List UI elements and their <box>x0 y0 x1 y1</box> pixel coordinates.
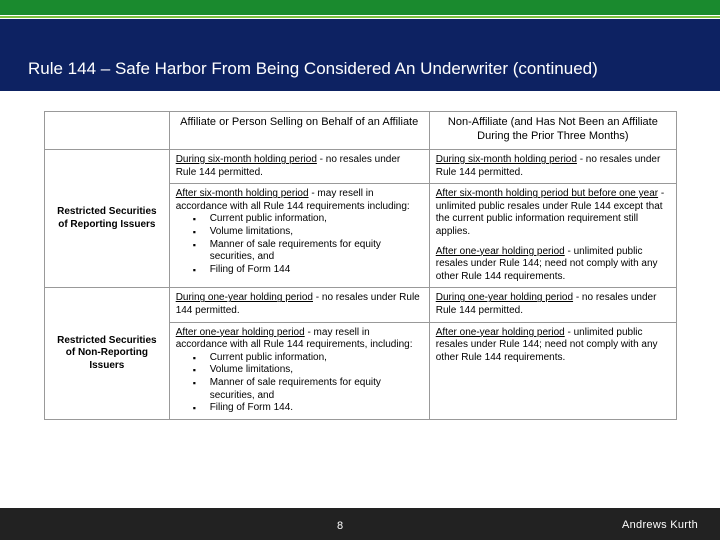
list-item: ▪ Manner of sale requirements for equity securities, and <box>176 239 423 264</box>
cell-nonreporting-affiliate-after <box>169 322 429 419</box>
cell-text: - unlimited public resales under Rule 144; need not comply with any other Rule 144 requirements. <box>435 245 658 282</box>
cell-underline: After one-year holding period <box>175 326 305 338</box>
slide-title: Rule 144 – Safe Harbor From Being Considered An Underwriter (continued) <box>28 59 598 78</box>
page-number: 8 <box>337 520 344 532</box>
cell-reporting-non-affiliate-after <box>429 184 676 288</box>
rule-144-table <box>44 111 677 420</box>
top-accent-bar <box>0 0 720 15</box>
requirements-list <box>176 352 423 415</box>
cell-text: - no resales under Rule 144 permitted. <box>175 154 401 178</box>
cell-reporting-affiliate-during <box>169 150 429 184</box>
cell-reporting-non-affiliate-during <box>429 150 676 184</box>
cell-underline: After six-month holding period but before one year <box>435 188 659 200</box>
cell-text: - unlimited public resales under Rule 144 except that the current public information requirement still applies. <box>435 188 665 237</box>
cell-text: - no resales under Rule 144 permitted. <box>435 154 661 178</box>
cell-underline: During one-year holding period <box>435 292 574 304</box>
cell-underline: During six-month holding period <box>435 154 577 165</box>
cell-nonreporting-non-affiliate-during <box>429 288 676 322</box>
header-row <box>45 112 677 150</box>
cell-underline: After six-month holding period <box>175 188 309 200</box>
cell-reporting-affiliate-after <box>169 184 429 288</box>
list-item: ▪ Filing of Form 144. <box>176 402 423 415</box>
cell-text: - may resell in accordance with all Rule 144 requirements, including: <box>175 326 413 351</box>
header-affiliate: Affiliate or Person Selling on Behalf of an Affiliate <box>169 112 429 150</box>
row-label-non-reporting: Restricted Securities of Non-Reporting Issuers <box>45 288 170 419</box>
list-item: ▪ Current public information, <box>176 352 423 365</box>
table-row <box>45 150 677 184</box>
cell-text: - no resales under Rule 144 permitted. <box>435 292 657 316</box>
brand-logo-text: Andrews Kurth <box>622 519 699 531</box>
list-item: ▪ Manner of sale requirements for equity securities, and <box>176 377 423 402</box>
paragraph <box>436 188 670 238</box>
paragraph <box>436 246 670 284</box>
cell-underline: During one-year holding period <box>175 292 313 304</box>
title-bar <box>0 19 720 91</box>
list-item: ▪ Volume limitations, <box>176 364 423 377</box>
row-label-reporting: Restricted Securities of Reporting Issuers <box>45 150 170 288</box>
cell-underline: After one-year holding period <box>435 245 565 257</box>
cell-text: - unlimited public resales under Rule 144; need not comply with any other Rule 144 requirements. <box>435 326 658 363</box>
table-row <box>45 288 677 322</box>
cell-nonreporting-affiliate-during <box>169 288 429 322</box>
header-non-affiliate: Non-Affiliate (and Has Not Been an Affiliate During the Prior Three Months) <box>429 112 676 150</box>
header-corner <box>45 112 170 150</box>
cell-nonreporting-non-affiliate-after <box>429 322 676 419</box>
list-item: ▪ Volume limitations, <box>176 226 423 239</box>
footer-bar <box>0 508 720 540</box>
cell-text: - no resales under Rule 144 permitted. <box>175 292 420 316</box>
cell-underline: During six-month holding period <box>175 154 317 165</box>
list-item: ▪ Current public information, <box>176 213 423 226</box>
list-item: ▪ Filing of Form 144 <box>176 264 423 277</box>
requirements-list <box>176 213 423 276</box>
cell-underline: After one-year holding period <box>435 326 565 338</box>
top-accent-line <box>0 16 720 18</box>
cell-text: - may resell in accordance with all Rule 144 requirements including: <box>175 188 410 212</box>
